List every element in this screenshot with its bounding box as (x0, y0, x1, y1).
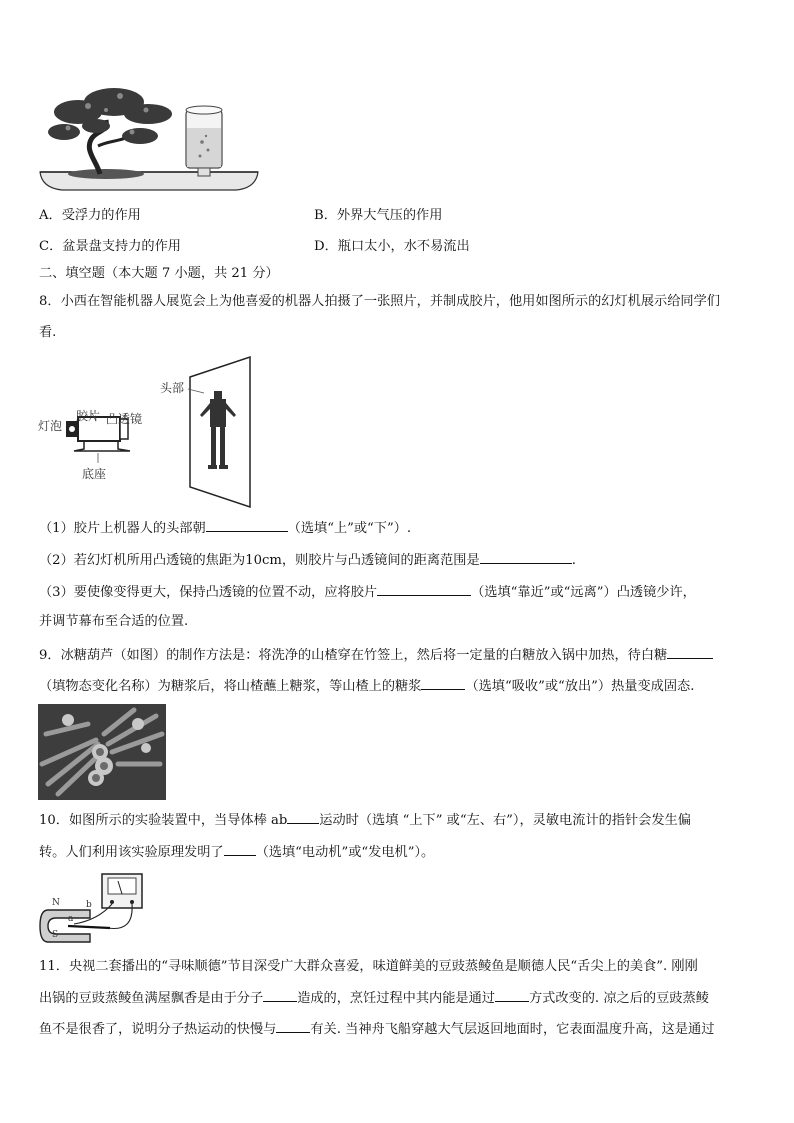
q8-sub2-text-b: . (571, 553, 576, 568)
q11-line2 (39, 988, 709, 1009)
q8-sub3-text-b: （选填“靠近”或“远离”）凸透镜少许， (471, 585, 696, 600)
q11-line2-text-c: 方式改变的. 凉之后的豆豉蒸鲮 (529, 991, 709, 1006)
q11-blank1[interactable] (263, 988, 297, 1002)
option-b: B．外界大气压的作用 (314, 208, 443, 223)
induction-apparatus-figure (38, 870, 148, 946)
label-n: N (52, 898, 60, 908)
q11-line1: 11．央视二套播出的“寻味顺德”节目深受广大群众喜爱，味道鲜美的豆豉蒸鲮鱼是顺德人民“舌尖上的美食”. 刚刚 (39, 959, 698, 974)
candied-hawthorn-photo (38, 704, 166, 800)
q10-blank1[interactable] (287, 810, 319, 824)
q10-blank2[interactable] (224, 842, 256, 856)
q10-line2-text-a: 转。人们利用该实验原理发明了 (39, 845, 224, 860)
q8-sub3-text-a: （3）要使像变得更大，保持凸透镜的位置不动，应将胶片 (39, 585, 378, 600)
q10-line1 (39, 810, 691, 831)
q9-blank2[interactable] (421, 676, 465, 690)
q11-line2-text-a: 出锅的豆豉蒸鲮鱼满屋飘香是由于分子 (39, 991, 264, 1006)
q10-line2 (39, 842, 434, 863)
q11-line2-text-b: 造成的，烹饪过程中其内能是通过 (297, 991, 495, 1006)
q9-line2-text-b: （选填“吸收”或“放出”）热量变成固态. (465, 679, 695, 694)
section-heading: 二、填空题（本大题 7 小题，共 21 分） (39, 266, 279, 281)
q9-line1-text: 9．冰糖葫芦（如图）的制作方法是：将洗净的山楂穿在竹签上，然后将一定量的白糖放入锅中加热，待白糖 (39, 648, 668, 663)
q8-sub1-text-a: （1）胶片上机器人的头部朝 (39, 521, 206, 536)
option-a: A．受浮力的作用 (39, 208, 141, 223)
q10-line1-text-a: 10．如图所示的实验装置中，当导体棒 ab (39, 813, 288, 828)
q11-line3-text-a: 鱼不是很香了，说明分子热运动的快慢与 (39, 1022, 277, 1037)
q9-line2 (39, 676, 694, 697)
label-film: 胶片 (76, 409, 101, 423)
q8-sub1-blank[interactable] (206, 518, 288, 532)
q10-line1-text-b: 运动时（选填 “上下” 或“左、右”），灵敏电流计的指针会发生偏 (319, 813, 691, 828)
q9-blank1[interactable] (667, 645, 713, 659)
label-a: a (68, 914, 74, 924)
q8-sub3-line2: 并调节幕布至合适的位置. (39, 614, 189, 629)
q11-blank2[interactable] (495, 988, 529, 1002)
q8-sub2-blank[interactable] (480, 550, 572, 564)
projector-figure (38, 355, 268, 515)
label-bulb: 灯泡 (38, 419, 63, 433)
q11-blank3[interactable] (276, 1019, 310, 1033)
option-d: D．瓶口太小，水不易流出 (314, 239, 470, 254)
q8-sub1 (39, 518, 411, 539)
q9-line2-text-a: （填物态变化名称）为糖浆后，将山楂蘸上糖浆，等山楂上的糖浆 (39, 679, 422, 694)
q11-line3 (39, 1019, 714, 1040)
label-lens: 凸透镜 (106, 412, 143, 426)
q8-stem-line1: 8．小西在智能机器人展览会上为他喜爱的机器人拍摄了一张照片，并制成胶片，他用如图所示的幻灯机展示给同学们 (39, 294, 720, 309)
option-c: C．盆景盘支持力的作用 (39, 239, 181, 254)
q8-sub2 (39, 550, 576, 571)
label-base: 底座 (82, 467, 107, 481)
bonsai-bottle-figure (36, 80, 266, 195)
q8-sub3-blank[interactable] (377, 582, 471, 596)
q8-sub1-text-b: （选填“上”或“下”）. (287, 521, 412, 536)
q11-line3-text-b: 有关. 当神舟飞船穿越大气层返回地面时，它表面温度升高，这是通过 (310, 1022, 715, 1037)
q9-line1 (39, 645, 713, 666)
q8-sub3 (39, 582, 696, 603)
label-s: S (52, 930, 59, 940)
q8-sub2-text-a: （2）若幻灯机所用凸透镜的焦距为10cm，则胶片与凸透镜间的距离范围是 (39, 553, 480, 568)
label-head: 头部 (160, 381, 185, 395)
label-b: b (86, 900, 92, 910)
q10-line2-text-b: （选填“电动机”或“发电机”）。 (255, 845, 435, 860)
q8-stem-line2: 看. (39, 325, 57, 340)
